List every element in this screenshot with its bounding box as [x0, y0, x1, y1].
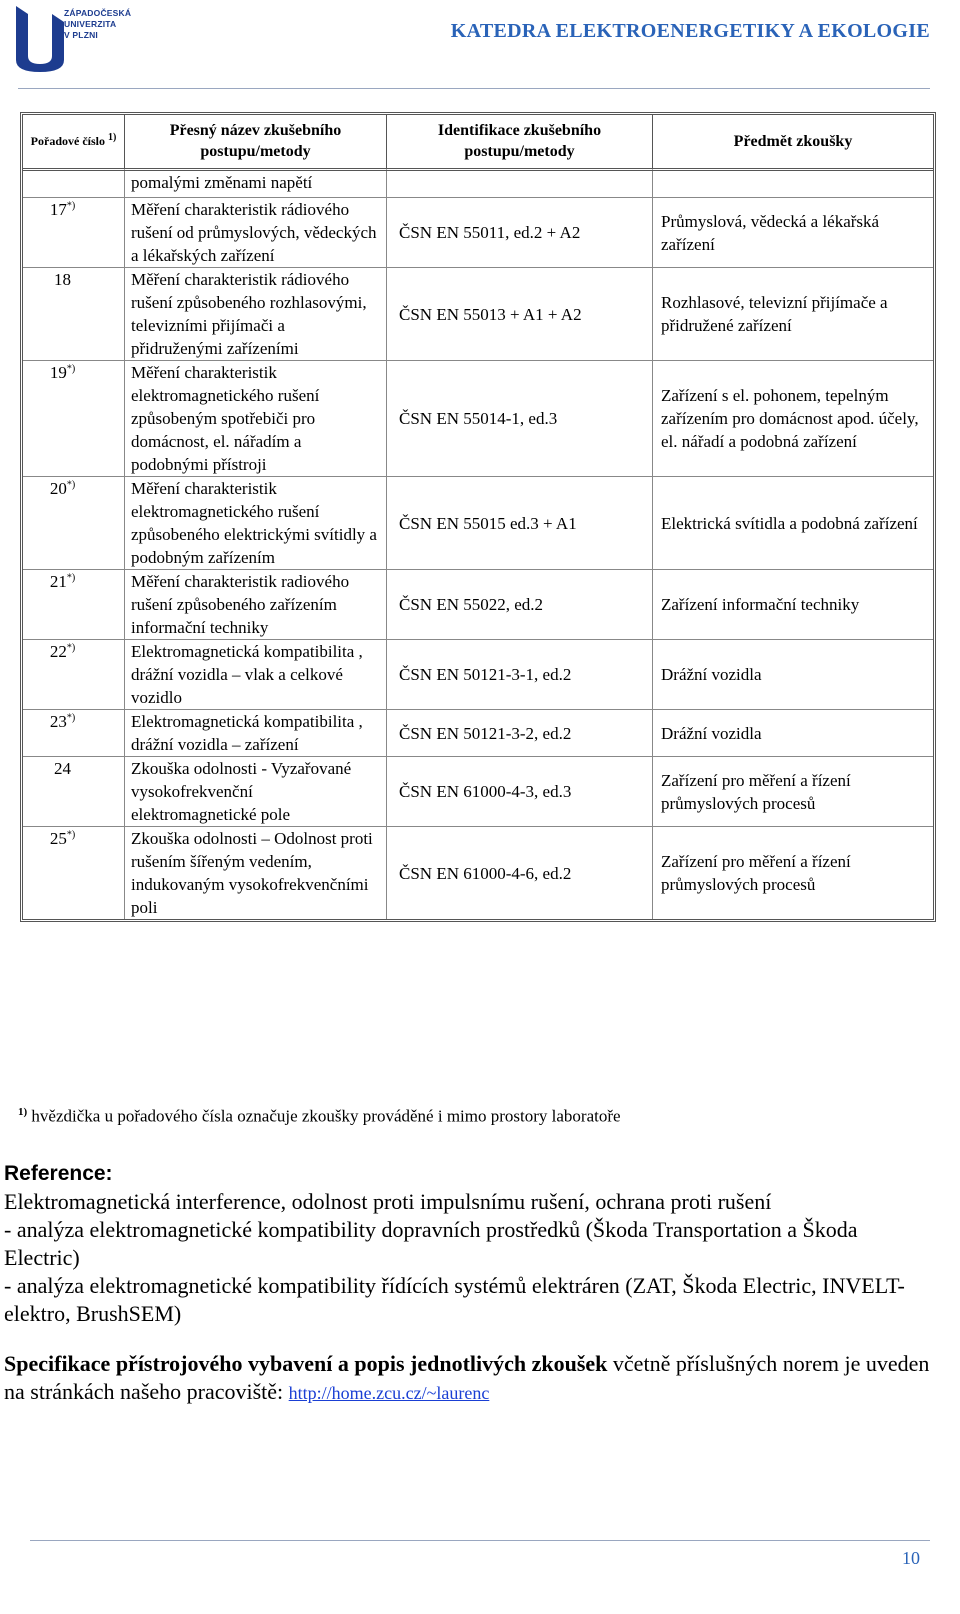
row-number-value: 21 — [49, 572, 67, 591]
reference-line-2: - analýza elektromagnetické kompatibility dopravních prostředků (Škoda Transportation a Škoda Electric) — [4, 1217, 858, 1270]
reference-line-3: - analýza elektromagnetické kompatibility řídících systémů elektráren (ZAT, Škoda Electric, INVELT-elektro, BrushSEM) — [4, 1273, 905, 1326]
table-header-row — [23, 115, 933, 171]
row-number-value: 25 — [49, 829, 67, 848]
row-ident: ČSN EN 55013 + A1 + A2 — [387, 268, 653, 361]
row-subject: Drážní vozidla — [653, 710, 933, 757]
row-name: Měření charakteristik radiového rušení způsobeného zařízením informační techniky — [125, 570, 387, 640]
table-row — [23, 477, 933, 570]
row-ident: ČSN EN 50121-3-1, ed.2 — [387, 640, 653, 710]
references — [4, 1160, 934, 1328]
row-star-mark: *) — [66, 642, 76, 654]
continuation-text: pomalými změnami napětí — [125, 171, 387, 198]
footnote-text: hvězdička u pořadového čísla označuje zkoušky prováděné i mimo prostory laboratoře — [31, 1106, 621, 1126]
row-number — [23, 710, 125, 757]
row-star-mark: *) — [66, 712, 76, 724]
table-row — [23, 198, 933, 268]
row-ident: ČSN EN 55015 ed.3 + A1 — [387, 477, 653, 570]
department-title: KATEDRA ELEKTROENERGETIKY A EKOLOGIE — [450, 20, 930, 42]
row-star-mark: *) — [66, 829, 76, 841]
row-number-value: 22 — [49, 642, 67, 661]
row-subject: Zařízení pro měření a řízení průmyslových procesů — [661, 852, 851, 894]
row-star-mark: *) — [66, 572, 76, 584]
row-number-value: 19 — [49, 363, 67, 382]
row-name: Elektromagnetická kompatibilita , drážní vozidla – zařízení — [125, 710, 387, 757]
row-ident: ČSN EN 50121-3-2, ed.2 — [387, 710, 653, 757]
header-divider — [18, 88, 930, 89]
references-title: Reference: — [4, 1162, 113, 1185]
row-ident: ČSN EN 55011, ed.2 + A2 — [387, 198, 653, 268]
header-ident: Identifikace zkušebního postupu/metody — [387, 115, 653, 171]
row-name: Elektromagnetická kompatibilita , drážní vozidla – vlak a celkové vozidlo — [125, 640, 387, 710]
university-line-3: V PLZNI — [64, 30, 98, 40]
footer-divider — [30, 1540, 930, 1541]
row-number — [23, 757, 125, 827]
table-row — [23, 710, 933, 757]
row-number — [23, 198, 125, 268]
row-number — [23, 827, 125, 919]
row-number-value: 20 — [49, 479, 67, 498]
row-star-mark: *) — [66, 479, 76, 491]
table-row — [23, 640, 933, 710]
row-ident: ČSN EN 61000-4-3, ed.3 — [387, 757, 653, 827]
specification-note — [4, 1350, 934, 1407]
row-ident: ČSN EN 55014-1, ed.3 — [387, 361, 653, 477]
table-row — [23, 570, 933, 640]
reference-line-1: Elektromagnetická interference, odolnost proti impulsnímu rušení, ochrana proti rušení — [4, 1189, 772, 1214]
header-number: Pořadové číslo $^{1)}$ — [23, 115, 125, 171]
row-name: Zkouška odolnosti - Vyzařované vysokofrekvenční elektromagnetické pole — [125, 757, 387, 827]
row-subject: Zařízení informační techniky — [653, 570, 933, 640]
table-row — [23, 361, 933, 477]
tests-table — [20, 112, 936, 922]
row-name: Zkouška odolnosti – Odolnost proti rušením šířeným vedením, indukovaným vysokofrekvenčními poli — [125, 827, 387, 919]
row-star-mark: *) — [66, 363, 76, 375]
row-subject: Zařízení pro měření a řízení průmyslových procesů — [653, 757, 933, 827]
footnote — [18, 1106, 621, 1127]
footnote-mark: 1) — [18, 1106, 28, 1118]
university-line-2: UNIVERZITA — [64, 19, 117, 29]
row-number-value: 18 — [54, 270, 71, 289]
table-row — [23, 827, 933, 919]
row-number — [23, 361, 125, 477]
row-number-value: 23 — [49, 712, 67, 731]
spec-text: včetně příslušných norem je uveden na stránkách našeho pracoviště: — [4, 1351, 930, 1404]
row-number — [23, 268, 125, 361]
row-subject: Zařízení s el. pohonem, tepelným zařízením pro domácnost apod. účely, el. nářadí a podobná zařízení — [653, 361, 933, 477]
row-number-value: 24 — [54, 759, 71, 778]
row-subject: Elektrická svítidla a podobná zařízení — [653, 477, 933, 570]
row-ident: ČSN EN 61000-4-6, ed.2 — [387, 827, 653, 919]
row-ident: ČSN EN 55022, ed.2 — [387, 570, 653, 640]
table-row — [23, 268, 933, 361]
row-subject: Průmyslová, vědecká a lékařská zařízení — [653, 198, 933, 268]
row-name: Měření charakteristik rádiového rušení od průmyslových, vědeckých a lékařských zařízení — [125, 198, 387, 268]
header-name: Přesný název zkušebního postupu/metody — [125, 115, 387, 171]
row-number — [23, 640, 125, 710]
row-subject: Drážní vozidla — [653, 640, 933, 710]
table-row — [23, 757, 933, 827]
website-link[interactable]: http://home.zcu.cz/~laurenc — [288, 1383, 490, 1403]
row-subject: Rozhlasové, televizní přijímače a přidružené zařízení — [653, 268, 933, 361]
page-number: 10 — [902, 1548, 920, 1568]
row-number — [23, 477, 125, 570]
university-name — [64, 8, 184, 41]
row-number — [23, 570, 125, 640]
header-subject: Předmět zkoušky — [653, 115, 933, 171]
continuation-row — [23, 171, 933, 198]
row-number-value: 17 — [49, 200, 67, 219]
spec-bold: Specifikace přístrojového vybavení a popis jednotlivých zkoušek — [4, 1351, 608, 1376]
row-name: Měření charakteristik elektromagnetického rušení způsobeným spotřebiči pro domácnost, el. nářadím a podobnými přístroji — [125, 361, 387, 477]
row-name: Měření charakteristik elektromagnetického rušení způsobeného elektrickými svítidly a podobným zařízením — [125, 477, 387, 570]
row-name: Měření charakteristik rádiového rušení způsobeného rozhlasovými, televizními přijímači a přidruženými zařízeními — [125, 268, 387, 361]
row-star-mark: *) — [66, 200, 76, 212]
university-line-1: ZÁPADOČESKÁ — [64, 8, 132, 18]
